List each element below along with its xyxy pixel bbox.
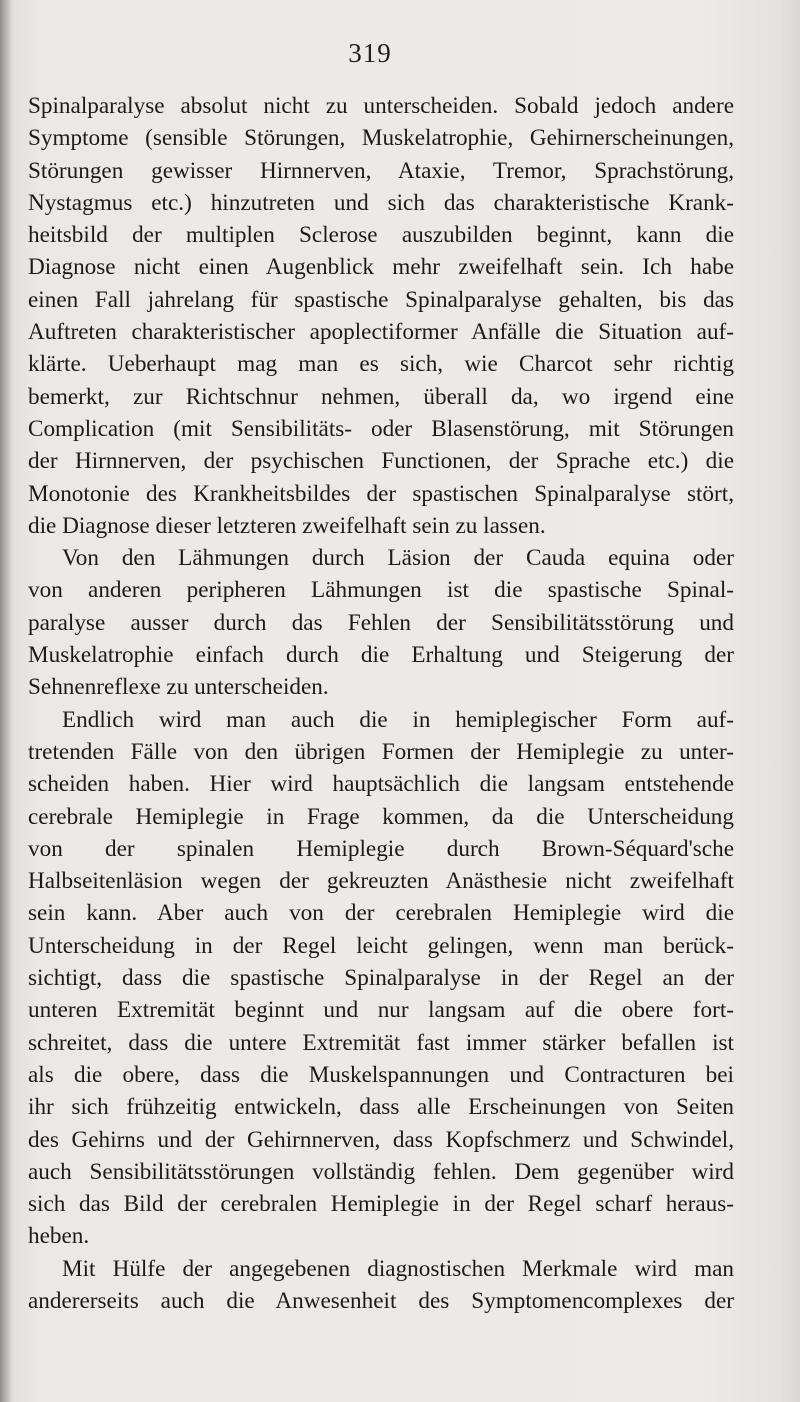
text-line: Endlich wird man auch die in hemiplegischer Form auf- <box>62 706 734 733</box>
text-line: Diagnose nicht einen Augenblick mehr zweifelhaft sein. Ich habe <box>28 254 734 281</box>
text-line: cerebrale Hemiplegie in Frage kommen, da die Unterscheidung <box>28 803 734 830</box>
text-line: Complication (mit Sensibilitäts- oder Blasenstörung, mit Störungen <box>28 415 734 442</box>
text-line: andererseits auch die Anwesenheit des Symptomencomplexes der <box>28 1287 734 1314</box>
text-line: klärte. Ueberhaupt mag man es sich, wie Charcot sehr richtig <box>28 351 734 378</box>
text-line: Auftreten charakteristischer apoplectiformer Anfälle die Situation auf- <box>28 319 734 346</box>
text-line: Spinalparalyse absolut nicht zu unterscheiden. Sobald jedoch andere <box>28 93 734 119</box>
text-line: die Diagnose dieser letzteren zweifelhaft sein zu lassen. <box>28 512 546 539</box>
text-line: des Gehirns und der Gehirnnerven, dass Kopfschmerz und Schwindel, <box>28 1126 734 1153</box>
text-line: von der spinalen Hemiplegie durch Brown-Séquard'sche <box>28 835 734 862</box>
text-line: heitsbild der multiplen Sclerose auszubilden beginnt, kann die <box>28 222 734 249</box>
body-text <box>28 90 734 1317</box>
text-line: paralyse ausser durch das Fehlen der Sensibilitätsstörung und <box>28 609 734 636</box>
text-line: ihr sich frühzeitig entwickeln, dass alle Erscheinungen von Seiten <box>28 1094 734 1121</box>
text-line: unteren Extremität beginnt und nur langsam auf die obere fort- <box>28 997 734 1024</box>
text-line: der Hirnnerven, der psychischen Functionen, der Sprache etc.) die <box>28 448 734 475</box>
text-line: tretenden Fälle von den übrigen Formen der Hemiplegie zu unter- <box>28 738 734 765</box>
text-line: einen Fall jahrelang für spastische Spinalparalyse gehalten, bis das <box>28 286 734 313</box>
text-line: sichtigt, dass die spastische Spinalparalyse in der Regel an der <box>28 965 734 992</box>
text-line: Unterscheidung in der Regel leicht gelingen, wenn man berück- <box>28 932 734 959</box>
text-line: schreitet, dass die untere Extremität fast immer stärker befallen ist <box>28 1029 734 1056</box>
text-line: Symptome (sensible Störungen, Muskelatrophie, Gehirnerscheinungen, <box>28 125 734 152</box>
text-line: Mit Hülfe der angegebenen diagnostischen Merkmale wird man <box>62 1255 734 1282</box>
page-number: 319 <box>348 38 392 68</box>
text-line: als die obere, dass die Muskelspannungen und Contracturen bei <box>28 1061 734 1088</box>
text-line: von anderen peripheren Lähmungen ist die spastische Spinal- <box>28 577 734 604</box>
text-line: Nystagmus etc.) hinzutreten und sich das charakteristische Krank- <box>28 189 734 216</box>
text-line: Muskelatrophie einfach durch die Erhaltung und Steigerung der <box>28 642 734 669</box>
binding-gutter-shadow <box>0 0 12 1402</box>
text-line: Sehnenreflexe zu unterscheiden. <box>28 674 329 701</box>
text-line: sich das Bild der cerebralen Hemiplegie in der Regel scharf heraus- <box>28 1191 734 1218</box>
text-line: auch Sensibilitätsstörungen vollständig fehlen. Dem gegenüber wird <box>28 1158 734 1185</box>
text-line: heben. <box>28 1223 90 1250</box>
text-line: Monotonie des Krankheitsbildes der spastischen Spinalparalyse stört, <box>28 480 734 507</box>
text-line: scheiden haben. Hier wird hauptsächlich die langsam entstehende <box>28 771 734 798</box>
text-line: sein kann. Aber auch von der cerebralen Hemiplegie wird die <box>28 900 734 927</box>
text-line: Störungen gewisser Hirnnerven, Ataxie, Tremor, Sprachstörung, <box>28 157 734 184</box>
text-line: Halbseitenläsion wegen der gekreuzten Anästhesie nicht zweifelhaft <box>28 868 734 895</box>
text-line: Von den Lähmungen durch Läsion der Cauda equina oder <box>62 545 734 572</box>
text-line: bemerkt, zur Richtschnur nehmen, überall da, wo irgend eine <box>28 383 734 410</box>
